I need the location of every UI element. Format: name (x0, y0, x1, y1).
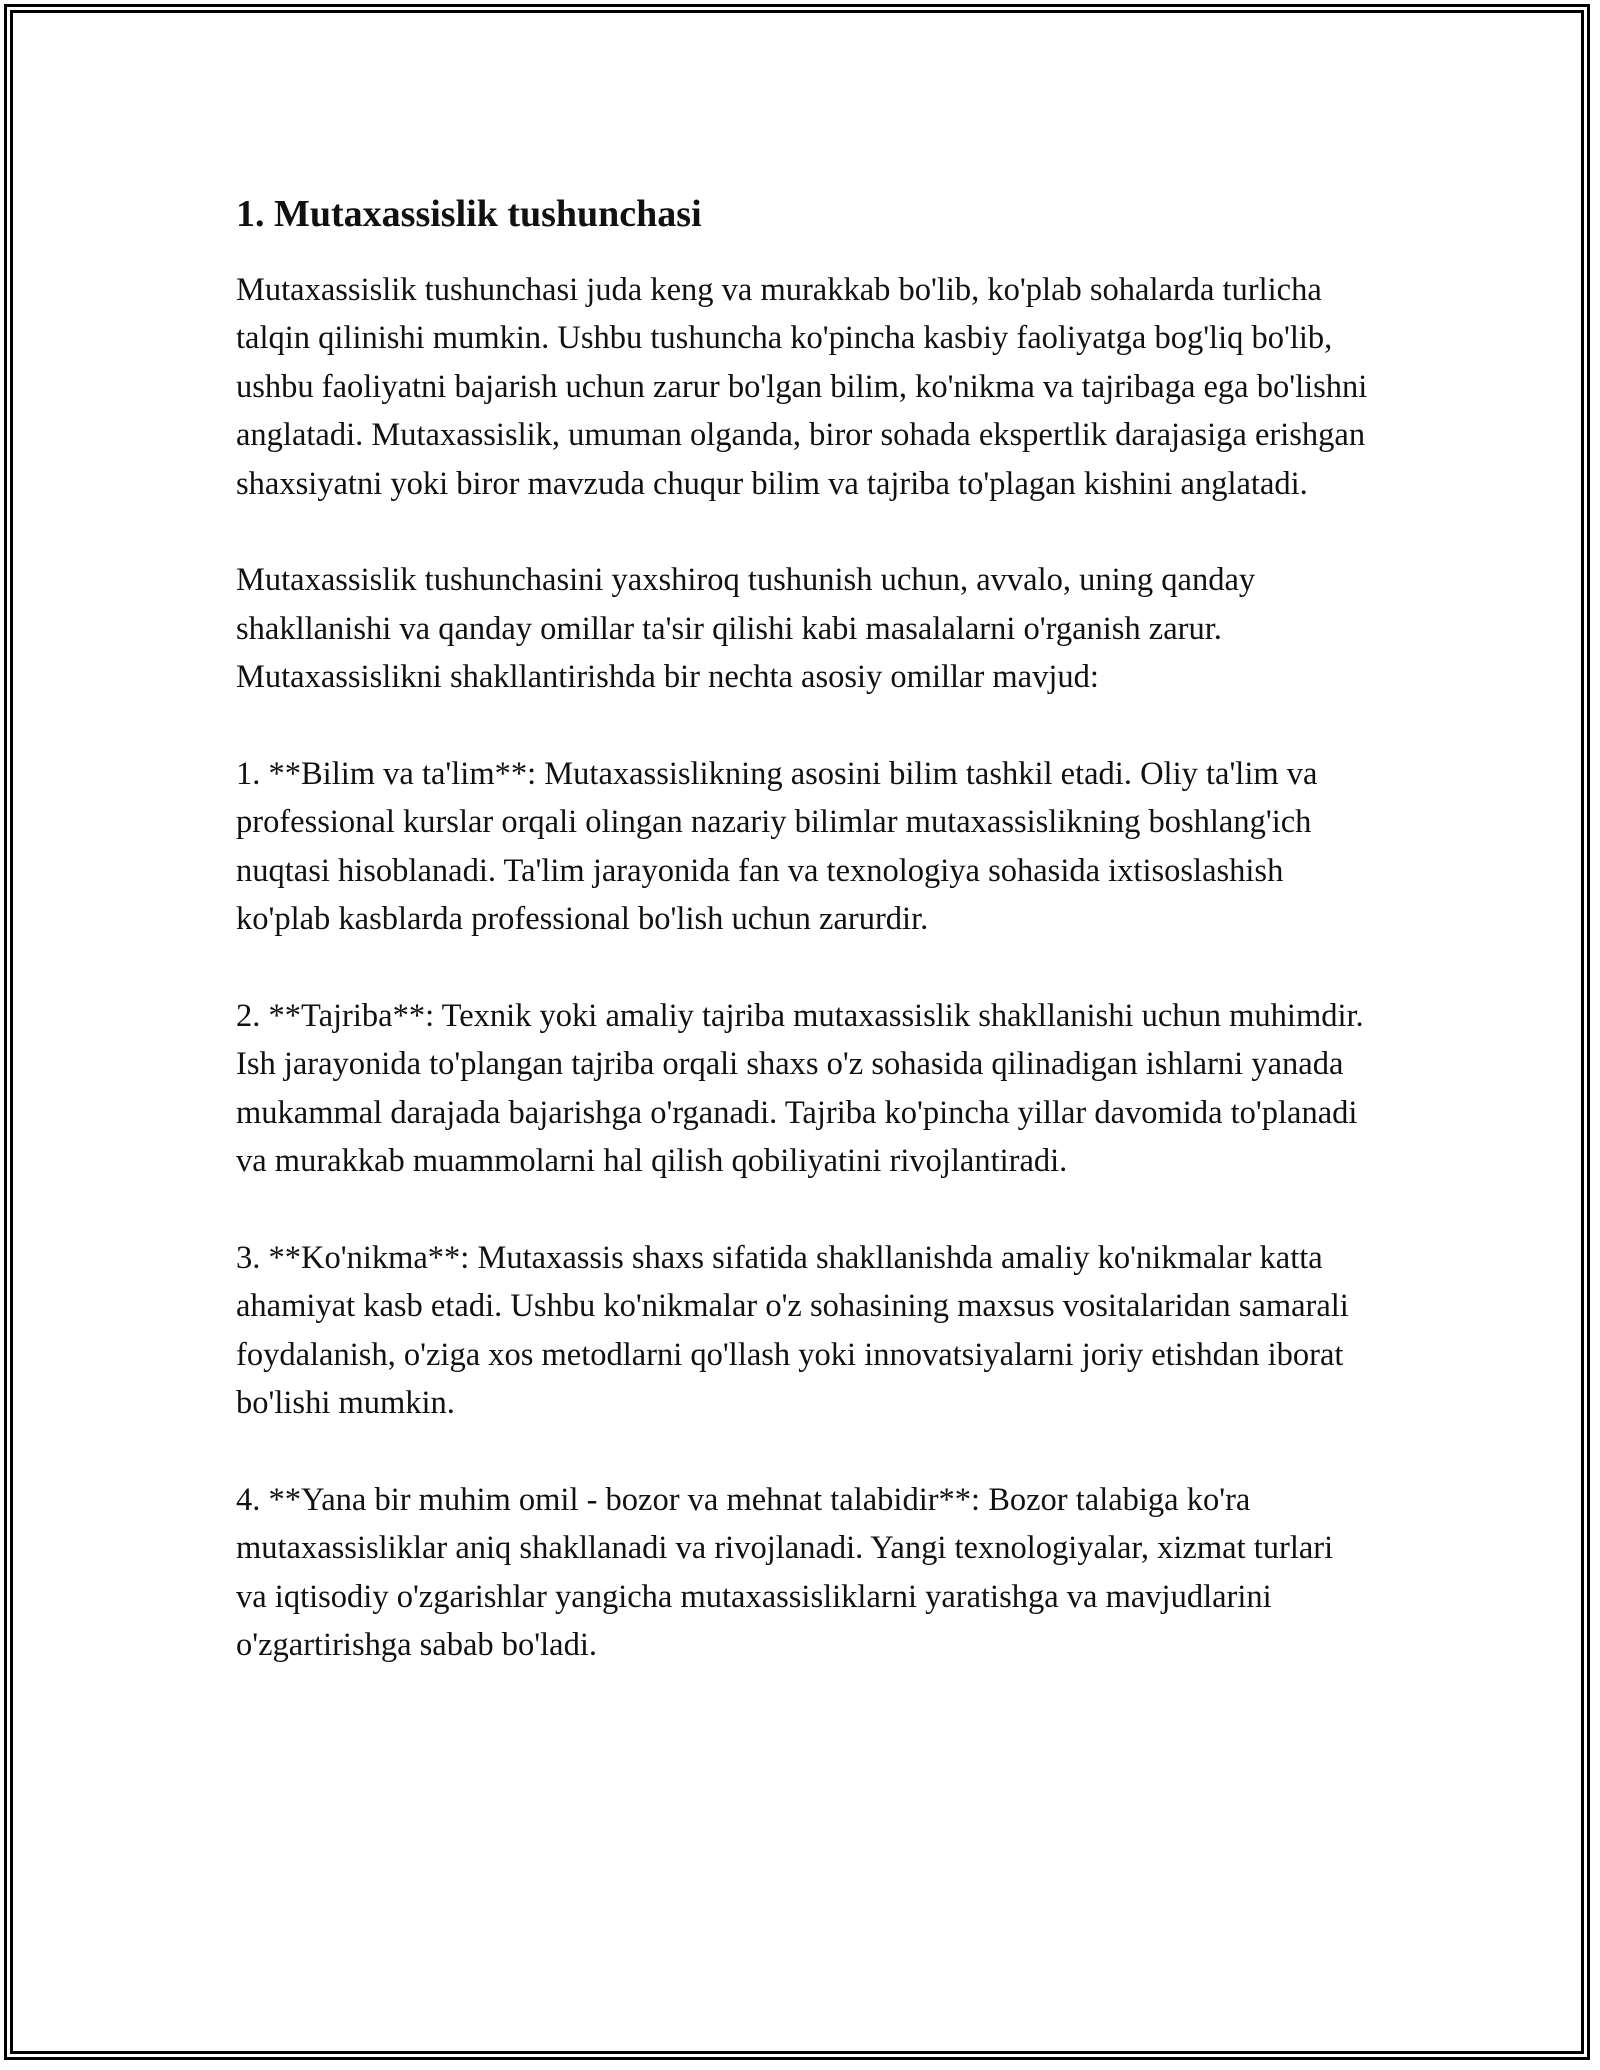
paragraph-item-experience: 2. **Tajriba**: Texnik yoki amaliy tajriba mutaxassislik shakllanishi uchun muhimdir. Ish jarayonida to'plangan tajriba orqali shaxs o'z sohasida qilinadigan ishlarni yanada mukammal darajada bajarishga o'rganadi. Tajriba ko'pincha yillar davomida to'planadi va murakkab muammolarni hal qilish qobiliyatini rivojlantiradi. (236, 998, 1364, 1180)
paragraph-item-knowledge: 1. **Bilim va ta'lim**: Mutaxassislikning asosini bilim tashkil etadi. Oliy ta'lim va professional kurslar orqali olingan nazariy bilimlar mutaxassislikning boshlang'ich nuqtasi hisoblanadi. Ta'lim jarayonida fan va texnologiya sohasida ixtisoslashish ko'plab kasblarda professional bo'lish uchun zarurdir. (236, 756, 1318, 938)
document-body (236, 186, 1370, 1718)
section-heading: 1. Mutaxassislik tushunchasi (236, 193, 702, 235)
paragraph-intro: Mutaxassislik tushunchasi juda keng va murakkab bo'lib, ko'plab sohalarda turlicha talqin qilinishi mumkin. Ushbu tushuncha ko'pincha kasbiy faoliyatga bog'liq bo'lib, ushbu faoliyatni bajarish uchun zarur bo'lgan bilim, ko'nikma va tajribaga ega bo'lishni anglatadi. Mutaxassislik, umuman olganda, biror sohada ekspertlik darajasiga erishgan shaxsiyatni yoki biror mavzuda chuqur bilim va tajriba to'plagan kishini anglatadi. (236, 272, 1368, 502)
paragraph-item-market: 4. **Yana bir muhim omil - bozor va mehnat talabidir**: Bozor talabiga ko'ra mutaxassisliklar aniq shakllanadi va rivojlanadi. Yangi texnologiyalar, xizmat turlari va iqtisodiy o'zgarishlar yangicha mutaxassisliklarni yaratishga va mavjudlarini o'zgartirishga sabab bo'ladi. (236, 1482, 1334, 1664)
paragraph-factors-intro: Mutaxassislik tushunchasini yaxshiroq tushunish uchun, avvalo, uning qanday shakllanishi va qanday omillar ta'sir qilishi kabi masalalarni o'rganish zarur. Mutaxassislikni shakllantirishda bir nechta asosiy omillar mavjud: (236, 562, 1256, 696)
paragraph-item-skills: 3. **Ko'nikma**: Mutaxassis shaxs sifatida shakllanishda amaliy ko'nikmalar katta ahamiyat kasb etadi. Ushbu ko'nikmalar o'z sohasining maxsus vositalaridan samarali foydalanish, o'ziga xos metodlarni qo'llash yoki innovatsiyalarni joriy etishdan iborat bo'lishi mumkin. (236, 1240, 1349, 1422)
